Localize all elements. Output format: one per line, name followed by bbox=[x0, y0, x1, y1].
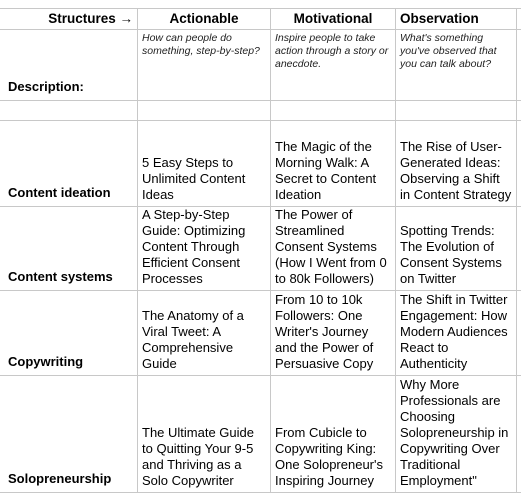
cell-content-systems-actionable[interactable] bbox=[138, 207, 270, 290]
cell-text: The Ultimate Guide to Quitting Your 9-5 and Thriving as a Solo Copywriter bbox=[142, 425, 254, 488]
cell-solopreneurship-motivational[interactable] bbox=[271, 376, 395, 492]
grid-line bbox=[0, 492, 521, 493]
description-actionable[interactable]: How can people do something, step-by-step? bbox=[142, 32, 260, 57]
cell-content-systems-observation[interactable] bbox=[396, 207, 516, 290]
cell-text: From Cubicle to Copywriting King: One Solopreneur's Inspiring Journey bbox=[275, 425, 383, 488]
description-label[interactable] bbox=[0, 30, 137, 100]
cell-text: From 10 to 10k Followers: One Writer's Journey and the Power of Persuasive Copy bbox=[275, 292, 374, 371]
cell-text: The Anatomy of a Viral Tweet: A Comprehensive Guide bbox=[142, 308, 244, 371]
cell-solopreneurship-observation[interactable] bbox=[396, 376, 516, 492]
cell-text: Why More Professionals are Choosing Solopreneurship in Copywriting Over Traditional Employment" bbox=[400, 377, 509, 488]
header-actionable[interactable]: Actionable bbox=[169, 11, 239, 26]
cell-content-ideation-observation[interactable] bbox=[396, 121, 516, 206]
row-label-text: Copywriting bbox=[8, 354, 84, 369]
row-label-copywriting[interactable] bbox=[0, 291, 137, 375]
description-observation[interactable]: What's something you've observed that you can talk about? bbox=[400, 32, 497, 70]
row-label-text: Content ideation bbox=[8, 185, 111, 200]
row-label-solopreneurship[interactable] bbox=[0, 376, 137, 492]
row-label-text: Content systems bbox=[8, 269, 113, 284]
empty-cell[interactable] bbox=[138, 101, 270, 120]
header-motivational[interactable]: Motivational bbox=[293, 11, 373, 26]
cell-solopreneurship-actionable[interactable] bbox=[138, 376, 270, 492]
description-label-text: Description: bbox=[8, 79, 84, 94]
cell-content-ideation-actionable[interactable] bbox=[138, 121, 270, 206]
cell-text: The Shift in Twitter Engagement: How Modern Audiences React to Authenticity bbox=[400, 292, 508, 371]
empty-cell[interactable] bbox=[271, 101, 395, 120]
header-observation[interactable]: Observation bbox=[400, 11, 479, 26]
cell-text: The Power of Streamlined Consent Systems (How I Went from 0 to 80k Followers) bbox=[275, 207, 387, 286]
row-label-content-ideation[interactable] bbox=[0, 121, 137, 206]
grid-line bbox=[516, 8, 517, 493]
row-label-text: Solopreneurship bbox=[8, 471, 112, 486]
cell-copywriting-actionable[interactable] bbox=[138, 291, 270, 375]
cell-text: 5 Easy Steps to Unlimited Content Ideas bbox=[142, 155, 246, 202]
row-label-content-systems[interactable] bbox=[0, 207, 137, 290]
description-motivational[interactable]: Inspire people to take action through a story or anecdote. bbox=[275, 32, 389, 70]
grid-line bbox=[0, 8, 521, 9]
cell-text: The Magic of the Morning Walk: A Secret to Content Ideation bbox=[275, 139, 377, 202]
empty-cell[interactable] bbox=[0, 101, 137, 120]
cell-text: The Rise of User-Generated Ideas: Observing a Shift in Content Strategy bbox=[400, 139, 512, 202]
cell-copywriting-observation[interactable] bbox=[396, 291, 516, 375]
cell-text: A Step-by-Step Guide: Optimizing Content Through Efficient Consent Processes bbox=[142, 207, 246, 286]
cell-content-systems-motivational[interactable] bbox=[271, 207, 395, 290]
header-corner-cell[interactable]: Structures → bbox=[48, 11, 133, 26]
empty-cell[interactable] bbox=[396, 101, 516, 120]
cell-text: Spotting Trends: The Evolution of Consent Systems on Twitter bbox=[400, 223, 502, 286]
cell-copywriting-motivational[interactable] bbox=[271, 291, 395, 375]
cell-content-ideation-motivational[interactable] bbox=[271, 121, 395, 206]
